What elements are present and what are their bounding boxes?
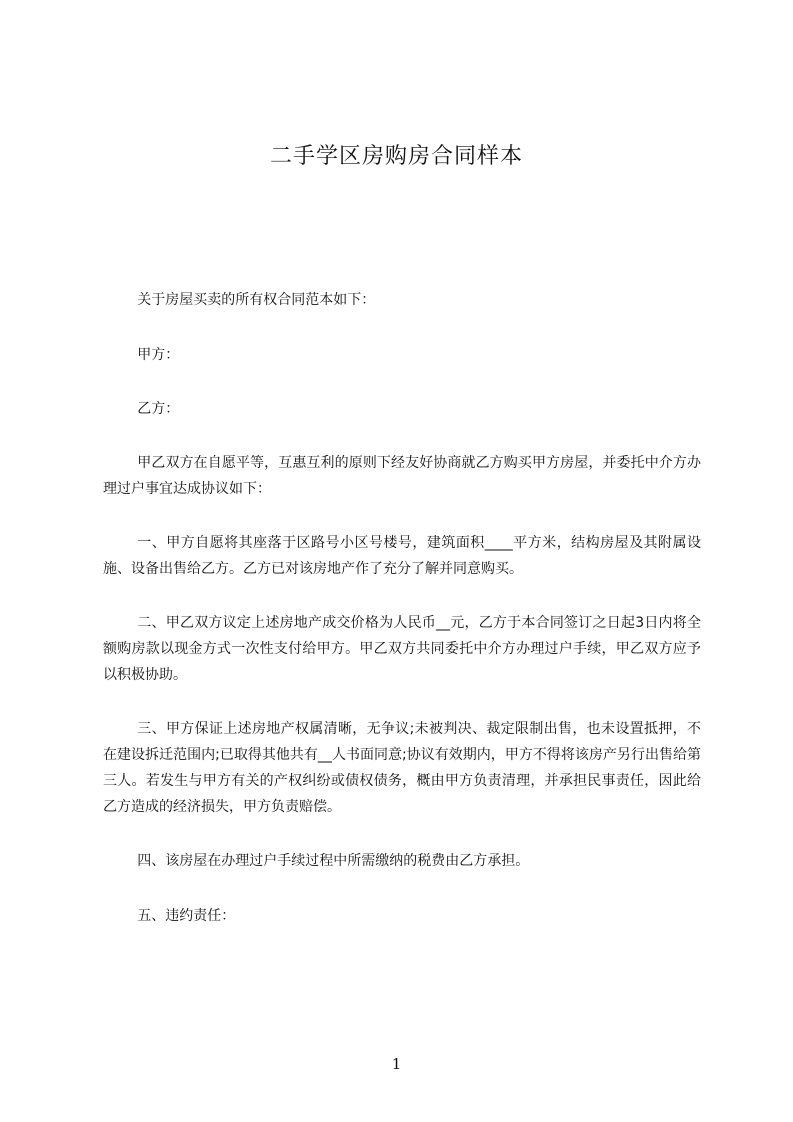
page-number: 1 xyxy=(391,1055,402,1073)
paragraph-party-a: 甲方： xyxy=(137,347,180,363)
paragraph-intro: 关于房屋买卖的所有权合同范本如下： xyxy=(137,292,376,308)
paragraph-clause-4: 四、该房屋在办理过户手续过程中所需缴纳的税费由乙方承担。 xyxy=(137,853,530,869)
paragraph-clause-5: 五、违约责任： xyxy=(137,908,236,924)
paragraph-clause-3: 三、甲方保证上述房地产权属清晰，无争议;未被判决、裁定限制出售，也未设置抵押，不在建设拆迁范围内;已取得其他共有__人书面同意;协议有效期内，甲方不得将该房产另行出售给第三人。若发生与甲方有关的产权纠纷或债权债务，概由甲方负责清理，并承担民事责任，因此给乙方造成的经济损失，甲方负责赔偿。 xyxy=(103,721,701,815)
paragraph-clause-2: 二、甲乙双方议定上述房地产成交价格为人民币__元，乙方于本合同签订之日起3日内将全额购房款以现金方式一次性支付给甲方。甲乙双方共同委托中介方办理过户手续，甲乙双方应予以积极协助。 xyxy=(103,615,701,683)
paragraph-preamble: 甲乙双方在自愿平等，互惠互利的原则下经友好协商就乙方购买甲方房屋，并委托中介方办理过户事宜达成协议如下： xyxy=(103,455,701,497)
document-title: 二手学区房购房合同样本 xyxy=(269,144,523,169)
paragraph-clause-1: 一、甲方自愿将其座落于区路号小区号楼号，建筑面积____平方米，结构房屋及其附属设施、设备出售给乙方。乙方已对该房地产作了充分了解并同意购买。 xyxy=(103,535,701,577)
paragraph-party-b: 乙方： xyxy=(137,401,180,417)
